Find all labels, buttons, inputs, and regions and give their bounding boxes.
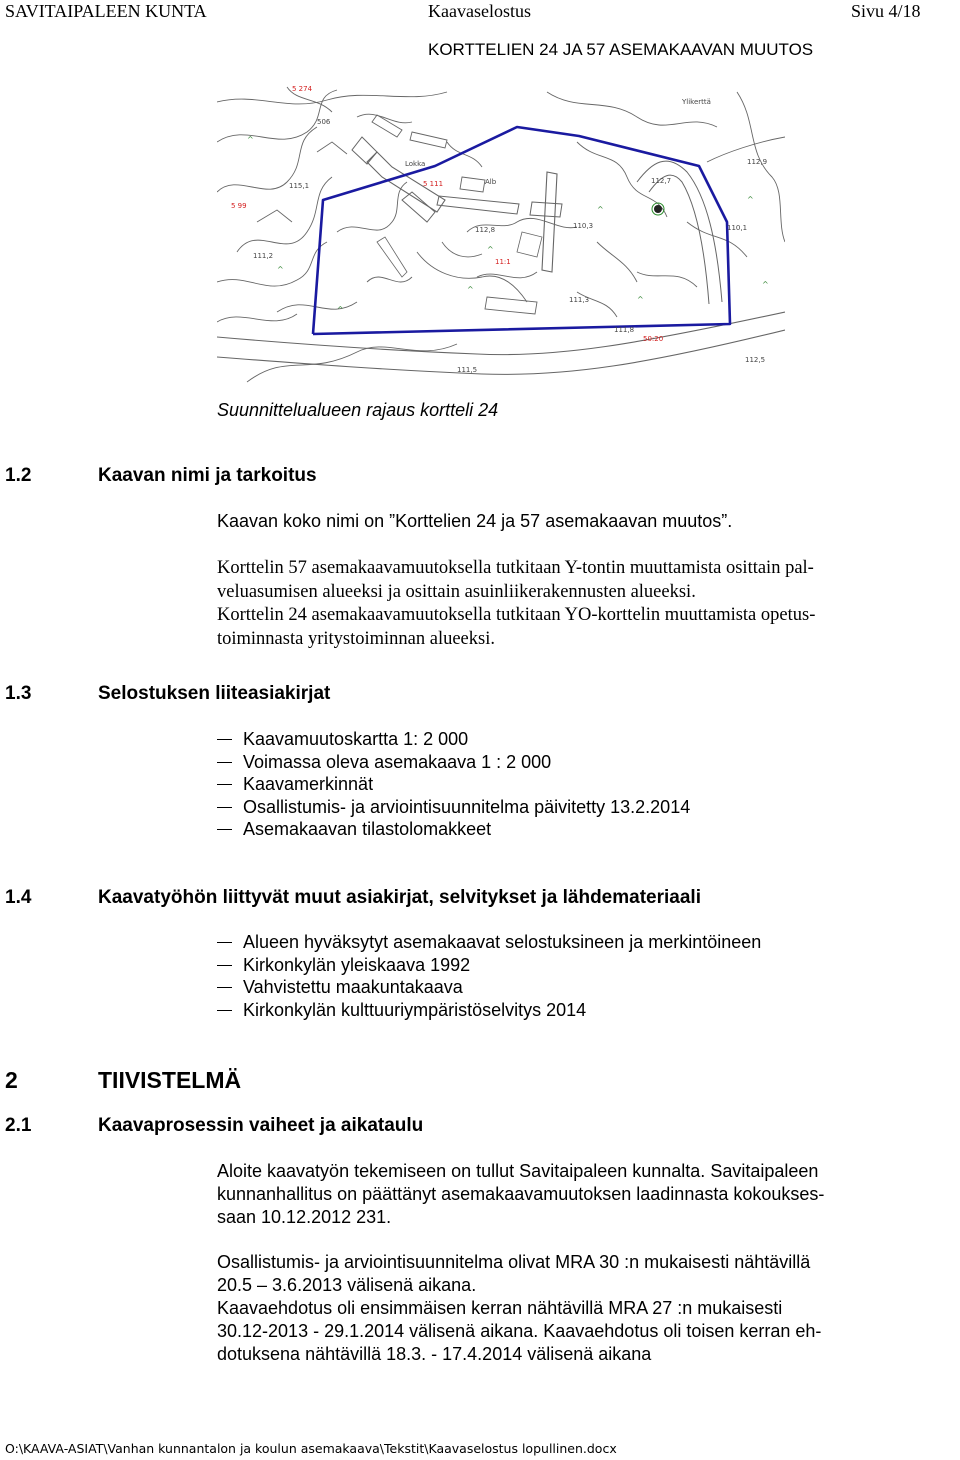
svg-text:^: ^ — [762, 280, 769, 289]
map-label: 112,8 — [475, 226, 496, 234]
text-line: Osallistumis- ja arviointisuunnitelma olivat MRA 30 :n mukaisesti nähtävillä — [217, 1252, 811, 1272]
map-label: 115,1 — [289, 182, 310, 190]
map-label: Lokka — [405, 160, 426, 168]
map-label: 111,8 — [614, 326, 635, 334]
text-line: saan 10.12.2012 231. — [217, 1207, 392, 1227]
text-line: toiminnasta yritystoiminnan alueeksi. — [217, 628, 495, 649]
svg-text:^: ^ — [247, 135, 254, 144]
list-item: Vahvistettu maakuntakaava — [217, 976, 761, 999]
list-item: Kaavamerkinnät — [217, 773, 690, 796]
map-label: Ylikerttä — [682, 98, 711, 106]
map-label: 112,7 — [651, 177, 672, 185]
text-line: veluasumisen alueeksi ja osittain asuinliikerakennusten alueeksi. — [217, 581, 696, 602]
header-org: SAVITAIPALEEN KUNTA — [5, 1, 207, 21]
section-2-1-para2 — [217, 1251, 821, 1366]
footer-file-path: O:\KAAVA-ASIAT\Vanhan kunnantalon ja koulun asemakaava\Tekstit\Kaavaselostus lopullinen.docx — [5, 1441, 617, 1456]
svg-text:^: ^ — [597, 205, 604, 214]
map-label: 110,1 — [727, 224, 748, 232]
section-2-1-number: 2.1 — [5, 1115, 32, 1136]
list-item: Alueen hyväksytyt asemakaavat selostuksineen ja merkintöineen — [217, 931, 761, 954]
svg-text:^: ^ — [487, 245, 494, 254]
text-line: Kaavaehdotus oli ensimmäisen kerran nähtävillä MRA 27 :n mukaisesti — [217, 1298, 783, 1318]
map-caption: Suunnittelualueen rajaus kortteli 24 — [217, 400, 499, 420]
attachments-list — [217, 728, 690, 841]
text-line: kunnanhallitus on päättänyt asemakaavamuutoksen laadinnasta kokoukses- — [217, 1184, 825, 1204]
svg-text:^: ^ — [467, 285, 474, 294]
header-page-number: Sivu 4/18 — [851, 1, 921, 21]
list-item: Kaavamuutoskartta 1: 2 000 — [217, 728, 690, 751]
svg-text:^: ^ — [277, 265, 284, 274]
header-subtitle: KORTTELIEN 24 JA 57 ASEMAKAAVAN MUUTOS — [428, 40, 814, 59]
text-line: Korttelin 24 asemakaavamuutoksella tutkitaan YO-korttelin muuttamista opetus- — [217, 605, 816, 625]
list-item: Asemakaavan tilastolomakkeet — [217, 818, 690, 841]
map-label: Alb — [485, 178, 497, 186]
text-line: Korttelin 57 asemakaavamuutoksella tutkitaan Y-tontin muuttamista osittain pal- — [217, 558, 814, 578]
map-label: 50:20 — [643, 335, 664, 343]
site-map — [217, 82, 785, 396]
map-label: 5 99 — [231, 202, 247, 210]
list-item: Kirkonkylän kulttuuriympäristöselvitys 2014 — [217, 999, 761, 1022]
section-1-2-para2 — [217, 557, 815, 651]
list-item: Voimassa oleva asemakaava 1 : 2 000 — [217, 751, 690, 774]
svg-text:^: ^ — [337, 305, 344, 314]
map-label: 112,9 — [747, 158, 768, 166]
svg-text:^: ^ — [637, 295, 644, 304]
svg-text:^: ^ — [747, 195, 754, 204]
map-label: 5 111 — [423, 180, 444, 188]
section-2-1-title: Kaavaprosessin vaiheet ja aikataulu — [98, 1115, 424, 1136]
section-1-4-title: Kaavatyöhön liittyvät muut asiakirjat, selvitykset ja lähdemateriaali — [98, 887, 701, 908]
map-label: 11:1 — [495, 258, 511, 266]
map-label: 111,2 — [253, 252, 274, 260]
section-2-title: TIIVISTELMÄ — [98, 1067, 242, 1093]
header-doc-type: Kaavaselostus — [428, 1, 531, 21]
sources-list — [217, 931, 761, 1021]
list-item: Osallistumis- ja arviointisuunnitelma päivitetty 13.2.2014 — [217, 796, 690, 819]
text-line: Aloite kaavatyön tekemiseen on tullut Savitaipaleen kunnalta. Savitaipaleen — [217, 1161, 819, 1181]
list-item: Kirkonkylän yleiskaava 1992 — [217, 954, 761, 977]
map-label: 110,3 — [573, 222, 594, 230]
map-label: 112,5 — [745, 356, 766, 364]
section-2-1-para1 — [217, 1160, 824, 1229]
section-1-2-number: 1.2 — [5, 465, 32, 486]
section-1-4-number: 1.4 — [5, 887, 32, 908]
map-label: 111,5 — [457, 366, 478, 374]
map-label: 111,3 — [569, 296, 590, 304]
section-1-2-para1: Kaavan koko nimi on ”Korttelien 24 ja 57 asemakaavan muutos”. — [217, 511, 733, 531]
text-line: dotuksena nähtävillä 18.3. - 17.4.2014 välisenä aikana — [217, 1344, 652, 1364]
section-1-3-title: Selostuksen liiteasiakirjat — [98, 683, 331, 704]
map-label: 506 — [317, 118, 331, 126]
section-1-3-number: 1.3 — [5, 683, 32, 704]
section-1-2-title: Kaavan nimi ja tarkoitus — [98, 465, 317, 486]
text-line: 30.12-2013 - 29.1.2014 välisenä aikana. Kaavaehdotus oli toisen kerran eh- — [217, 1321, 822, 1341]
text-line: 20.5 – 3.6.2013 välisenä aikana. — [217, 1275, 477, 1295]
map-label: 5 274 — [292, 85, 313, 93]
section-2-number: 2 — [5, 1067, 18, 1093]
